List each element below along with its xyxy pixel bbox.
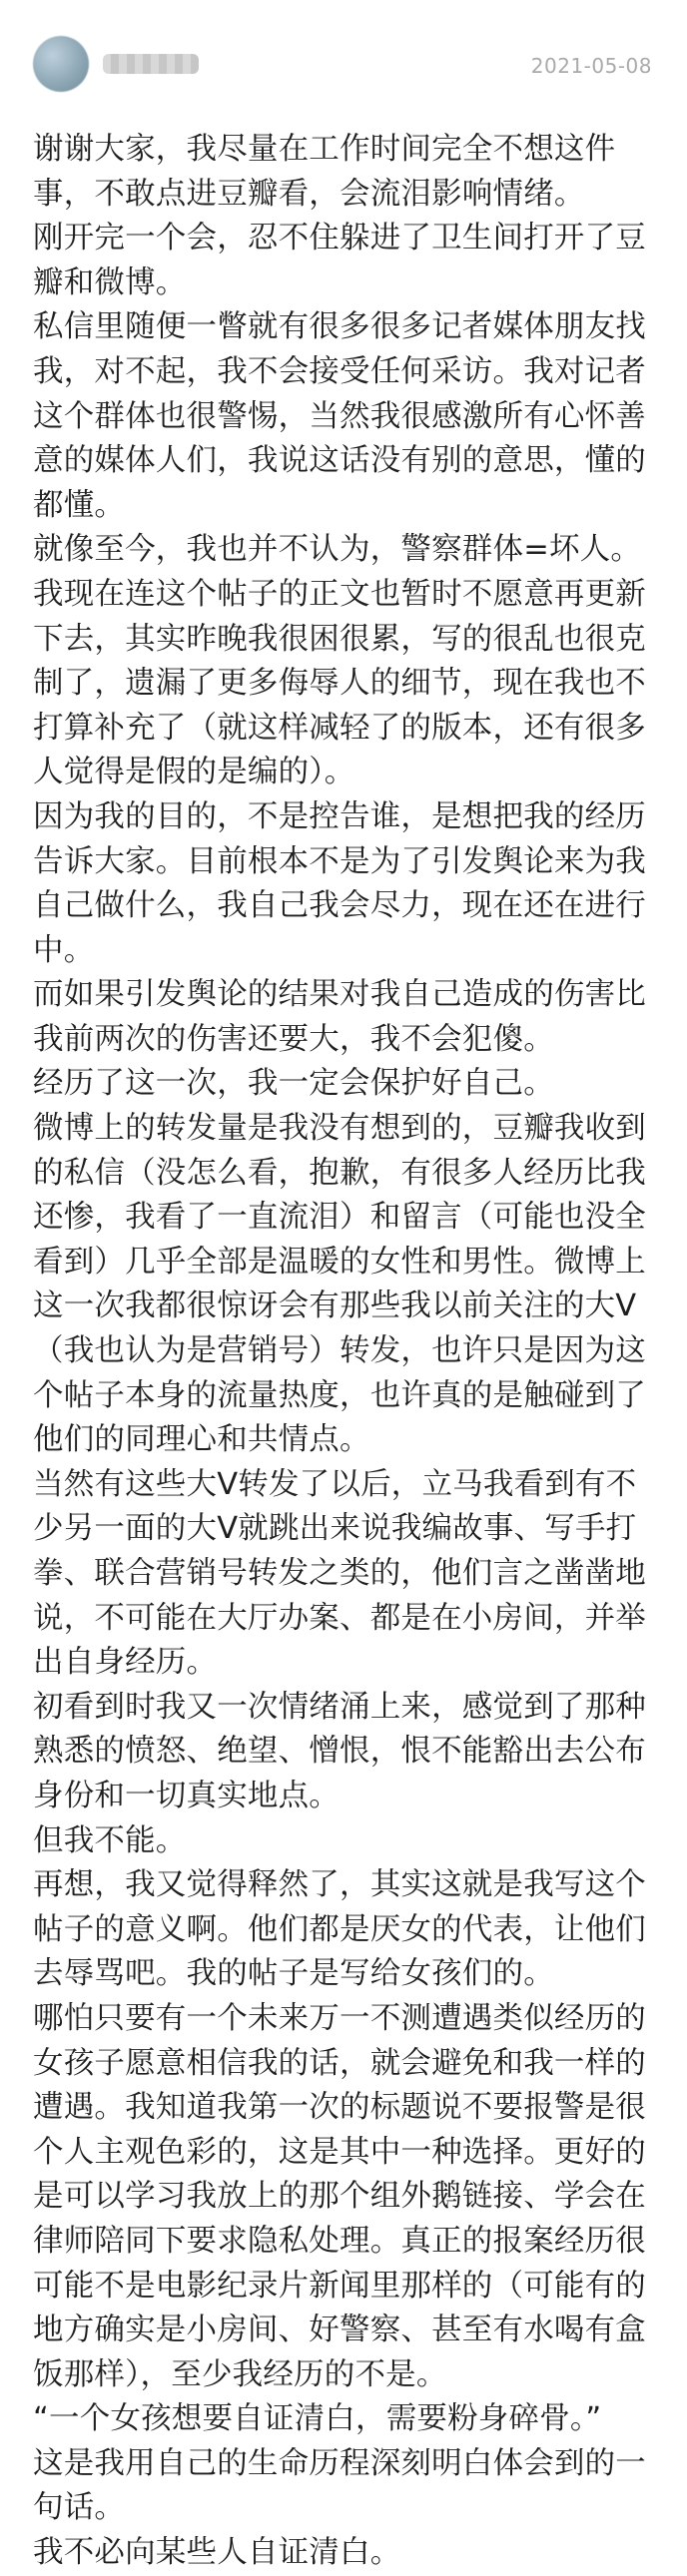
post-date: 2021-05-08 (530, 54, 652, 78)
paragraph: 再想，我又觉得释然了，其实这就是我写这个帖子的意义啊。他们都是厌女的代表，让他们去辱骂吧。我的帖子是写给女孩们的。 (33, 1867, 646, 1992)
paragraph: 我现在连这个帖子的正文也暂时不愿意再更新下去，其实昨晚我很困很累，写的很乱也很克制了，遗漏了更多侮辱人的细节，现在我也不打算补充了（就这样减轻了的版本，还有很多人觉得是假的是编的）。 (33, 576, 646, 790)
paragraph: 这是我用自己的生命历程深刻明白体会到的一句话。 (33, 2445, 646, 2526)
paragraph: 经历了这一次，我一定会保护好自己。 (33, 1066, 554, 1102)
paragraph: “一个女孩想要自证清白，需要粉身碎骨。” (33, 2401, 602, 2437)
paragraph: 当然有这些大V转发了以后，立马我看到有不少另一面的大V就跳出来说我编故事、写手打拳、联合营销号转发之类的，他们言之凿凿地说，不可能在大厅办案、都是在小房间，并举出自身经历。 (33, 1466, 646, 1681)
paragraph: 因为我的目的，不是控告谁，是想把我的经历告诉大家。目前根本不是为了引发舆论来为我自己做什么，我自己我会尽力，现在还在进行中。 (33, 798, 646, 968)
paragraph: 而如果引发舆论的结果对我自己造成的伤害比我前两次的伤害还要大，我不会犯傻。 (33, 977, 646, 1057)
paragraph: 初看到时我又一次情绪涌上来，感觉到了那种熟悉的愤怒、绝望、憎恨，恨不能豁出去公布身份和一切真实地点。 (33, 1689, 646, 1813)
paragraph: 私信里随便一瞥就有很多很多记者媒体朋友找我，对不起，我不会接受任何采访。我对记者这个群体也很警惕，当然我很感激所有心怀善意的媒体人们，我说这话没有别的意思，懂的都懂。 (33, 309, 646, 523)
paragraph: 微博上的转发量是我没有想到的，豆瓣我收到的私信（没怎么看，抱歉，有很多人经历比我还惨，我看了一直流泪）和留言（可能也没全看到）几乎全部是温暖的女性和男性。微博上这一次我都很惊讶会有那些我以前关注的大V（我也认为是营销号）转发，也许只是因为这个帖子本身的流量热度，也许真的是触碰到了他们的同理心和共情点。 (33, 1111, 646, 1458)
paragraph: 刚开完一个会，忍不住躲进了卫生间打开了豆瓣和微博。 (33, 221, 646, 300)
paragraph: 谢谢大家，我尽量在工作时间完全不想这件事，不敢点进豆瓣看，会流泪影响情绪。 (33, 132, 616, 212)
avatar[interactable] (33, 36, 89, 92)
paragraph: 哪怕只要有一个未来万一不测遭遇类似经历的女孩子愿意相信我的话，就会避免和我一样的遭遇。我知道我第一次的标题说不要报警是很个人主观色彩的，这是其中一种选择。更好的是可以学习我放上的那个组外鹅链接、学会在律师陪同下要求隐私处理。真正的报案经历很可能不是电影纪录片新闻里那样的（可能有的地方确实是小房间、好警察、甚至有水喝有盒饭那样），至少我经历的不是。 (33, 2000, 646, 2392)
paragraph: 就像至今，我也并不认为，警察群体=坏人。 (33, 532, 642, 568)
paragraph: 但我不能。 (33, 1822, 187, 1858)
post-body (33, 128, 654, 2576)
post-header (33, 20, 654, 84)
paragraph: 我不必向某些人自证清白。 (33, 2535, 401, 2571)
username[interactable] (103, 54, 199, 74)
